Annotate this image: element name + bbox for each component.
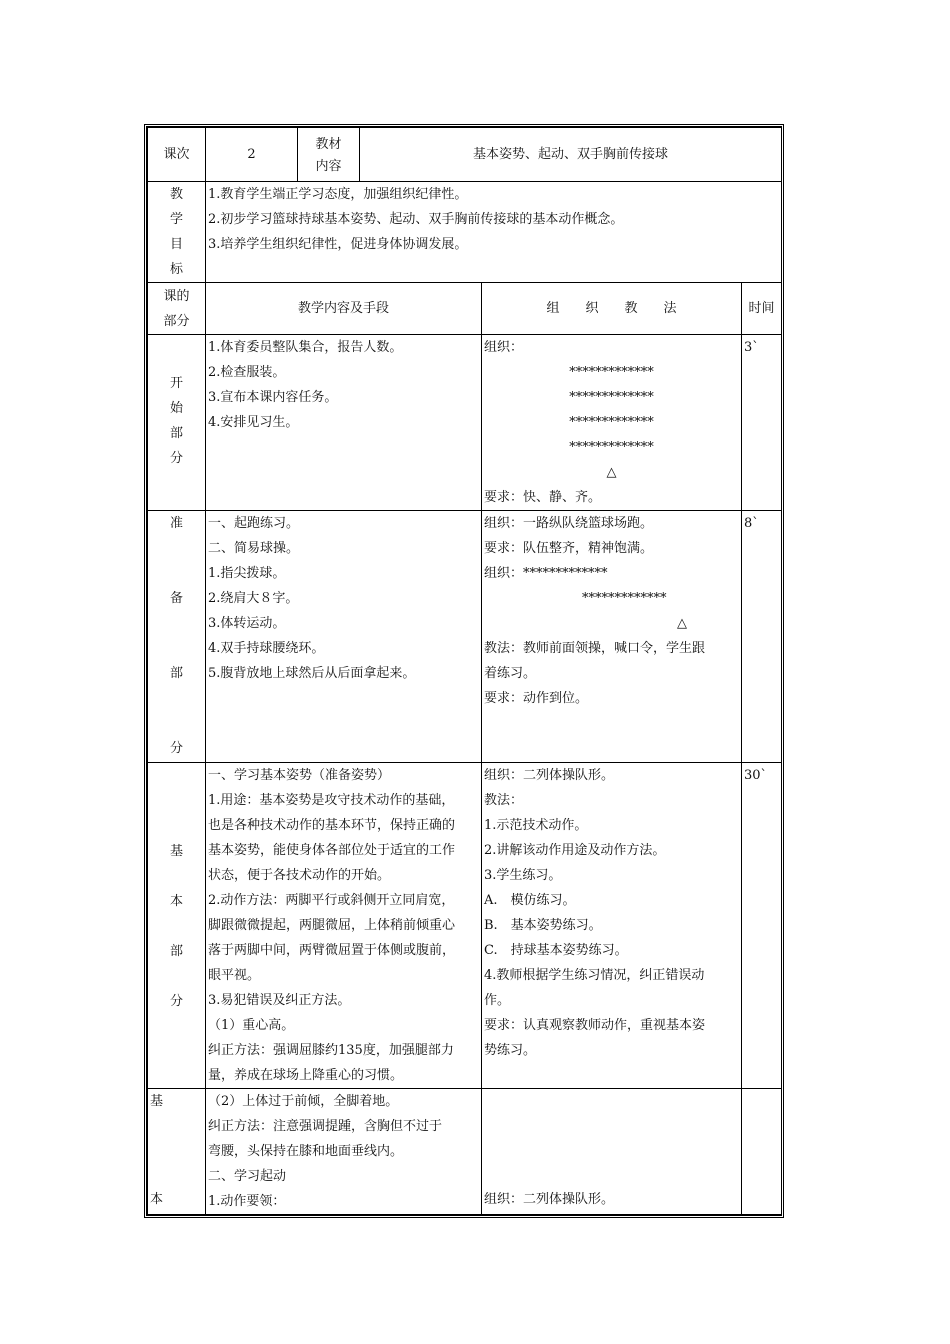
basic-continued-label: 基 本 [148,1089,206,1215]
basic-content: 一、学习基本姿势（准备姿势） 1.用途：基本姿势是攻守技术动作的基础， 也是各种技术动作的基本环节，保持正确的 基本姿势，能使身体各部位处于适宜的工作 状态，便于各技术动作的开始。 2.动作方法：两脚平行或斜侧开立同肩宽， 脚跟微微提起，两腿微屈，上体稍前倾重心 落于两脚中间，两臂微屈置于体侧或腹前， 眼平视。 3.易犯错误及纠正方法。 （1）重心高。 纠正方法：强调屈膝约135度，加强腿部力 量，养成在球场上降重心的习惯。 [206,763,482,1089]
basic-part-label: 基 本 部 分 [148,763,206,1089]
teacher-triangle-icon: △ [606,465,617,480]
goals-label: 教 学 目 标 [148,182,206,283]
teacher-triangle-icon: △ [677,616,687,631]
lesson-label: 课次 [148,128,206,182]
basic-method: 组织：二列体操队形。 教法： 1.示范技术动作。 2.讲解该动作用途及动作方法。 3.学生练习。 A. 模仿练习。 B. 基本姿势练习。 C. 持球基本姿势练习。 4.教师根据学生练习情况，纠正错误动 作。 要求：认真观察教师动作，重视基本姿 势练习。 [482,763,742,1089]
content-column-header: 教学内容及手段 [206,283,482,335]
basic-continued-content: （2）上体过于前倾，全脚着地。 纠正方法：注意强调提踵，含胸但不过于 弯腰，头保持在膝和地面垂线内。 二、学习起动 1.动作要领： [206,1089,482,1215]
goals-list [206,182,782,283]
goal-item: 1.教育学生端正学习态度，加强组织纪律性。 [208,187,468,202]
part-column-header: 课的 部分 [148,283,206,335]
goal-item: 3.培养学生组织纪律性，促进身体协调发展。 [208,237,468,252]
lesson-plan-table [144,124,784,1218]
prep-time: 8` [742,511,782,763]
time-column-header: 时间 [742,283,782,335]
goal-item: 2.初步学习篮球持球基本姿势、起动、双手胸前传接球的基本动作概念。 [208,212,624,227]
basic-continued-method: 组织：二列体操队形。 [482,1089,742,1215]
start-method: 组织： ************* ************* ************* ************* △ 要求：快、静、齐。 [482,335,742,511]
prep-method: 组织：一路纵队绕篮球场跑。 要求：队伍整齐，精神饱满。 组织：************* ************* △ 教法：教师前面领操，喊口令，学生跟 着练习。 要求：动作到位。 [482,511,742,763]
formation-row: ************* [569,415,654,430]
material-label: 教材 内容 [298,128,360,182]
start-time: 3` [742,335,782,511]
material-content: 基本姿势、起动、双手胸前传接球 [360,128,782,182]
start-part-label: 开 始 部 分 [148,335,206,511]
formation-row: ************* [569,390,654,405]
method-column-header: 组 织 教 法 [482,283,742,335]
start-content: 1.体育委员整队集合，报告人数。 2.检查服装。 3.宣布本课内容任务。 4.安排见习生。 [206,335,482,511]
basic-continued-time [742,1089,782,1215]
formation-row: ************* [569,365,654,380]
prep-content: 一、起跑练习。 二、简易球操。 1.指尖拨球。 2.绕肩大８字。 3.体转运动。 4.双手持球腰绕环。 5.腹背放地上球然后从后面拿起来。 [206,511,482,763]
lesson-number: 2 [206,128,298,182]
prep-part-label: 准 备 部 分 [148,511,206,763]
basic-time: 30` [742,763,782,1089]
formation-row: ************* [569,440,654,455]
